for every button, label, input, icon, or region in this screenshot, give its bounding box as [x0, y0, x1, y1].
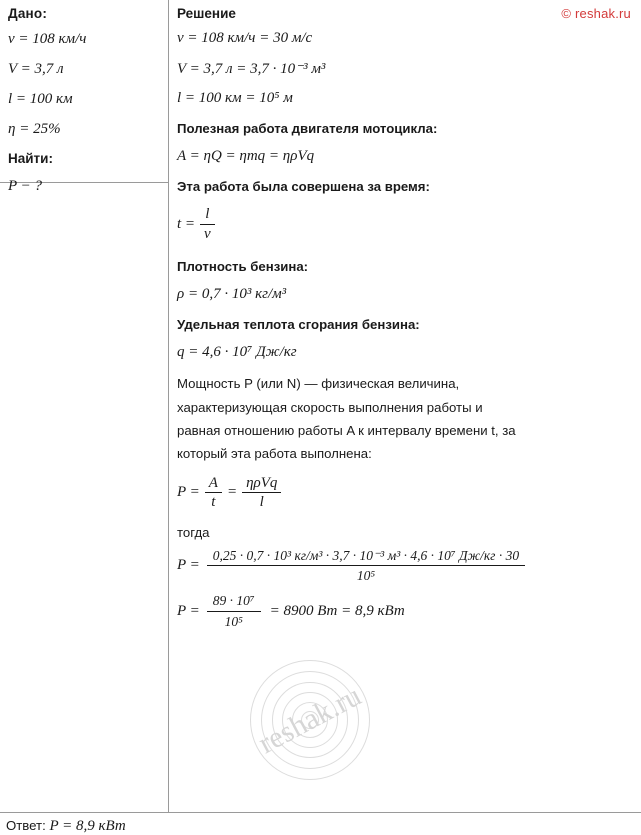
watermark-ring-6 [301, 711, 319, 729]
conversion-speed: v = 108 км/ч = 30 м/с [177, 30, 313, 46]
equation-substitution-fraction [207, 548, 525, 583]
note-specific-heat: Удельная теплота сгорания бензина: [177, 317, 420, 333]
watermark-ring-1 [250, 660, 370, 780]
equation-power-den-1: t [211, 494, 216, 511]
note-time: Эта работа была совершена за время: [177, 179, 430, 195]
equation-result-rhs: = 8900 Вт = 8,9 кВт [269, 602, 405, 619]
equation-substitution [177, 548, 641, 583]
conversion-distance: l = 100 км = 10⁵ м [177, 90, 293, 106]
conversion-volume: V = 3,7 л = 3,7 · 10⁻³ м³ [177, 61, 326, 77]
given-line-distance: l = 100 км [8, 91, 73, 107]
equation-time-denominator: v [204, 226, 211, 243]
definition-line-1: Мощность P (или N) — физическая величина, [177, 376, 460, 392]
watermark-center-text: reshak.ru [253, 678, 367, 761]
given-title: Дано: [8, 6, 48, 21]
solution-panel [177, 0, 641, 639]
answer-line [6, 818, 126, 835]
watermark-ring-4 [282, 692, 338, 748]
equation-result-numerator: 89 · 10⁷ [207, 593, 261, 611]
equation-time-lhs: t = [177, 216, 196, 233]
equation-substitution-lhs: P = [177, 557, 200, 574]
watermark-ring-3 [272, 682, 348, 758]
equation-power-fraction-2 [242, 475, 281, 512]
note-useful-work: Полезная работа двигателя мотоцикла: [177, 121, 438, 136]
equation-power-equals: = [226, 484, 238, 501]
solution-heading: Решение [177, 6, 236, 21]
equation-power-lhs: P = [177, 484, 200, 501]
watermark-top-right: © reshak.ru [561, 6, 631, 21]
answer-value: P = 8,9 кВт [49, 818, 126, 834]
equation-result-fraction [207, 593, 261, 628]
definition-line-4: который эта работа выполнена: [177, 446, 372, 462]
find-line-power: P − ? [8, 178, 43, 194]
equation-time [177, 206, 641, 243]
given-panel [0, 0, 168, 812]
equation-substitution-denominator: 10⁵ [356, 568, 376, 584]
equation-result-denominator: 10⁵ [224, 613, 243, 629]
equation-time-fraction [200, 206, 215, 243]
note-density: Плотность бензина: [177, 258, 309, 274]
equation-power-num-1: A [205, 475, 222, 494]
find-title: Найти: [8, 151, 53, 166]
given-line-efficiency: η = 25% [8, 121, 61, 137]
answer-label: Ответ: [6, 818, 46, 833]
bottom-divider [0, 812, 641, 813]
watermark-ring-5 [292, 702, 328, 738]
equation-power-num-2: ηρVq [242, 475, 281, 494]
equation-density: ρ = 0,7 · 10³ кг/м³ [177, 286, 287, 303]
watermark-ring-2 [261, 671, 359, 769]
vertical-divider [168, 0, 169, 812]
equation-substitution-numerator: 0,25 · 0,7 · 10³ кг/м³ · 3,7 · 10⁻³ м³ · 4,6 · 10⁷ Дж/кг · 30 [207, 548, 525, 566]
equation-result [177, 593, 641, 628]
given-line-volume: V = 3,7 л [8, 61, 64, 77]
then-label: тогда [177, 525, 210, 541]
equation-power [177, 475, 641, 512]
given-line-speed: v = 108 км/ч [8, 31, 87, 47]
equation-useful-work: A = ηQ = ηmq = ηρVq [177, 148, 315, 165]
equation-power-den-2: l [259, 494, 264, 511]
equation-result-lhs: P = [177, 602, 200, 619]
watermark-center [160, 650, 460, 790]
definition-line-3: равная отношению работы A к интервалу времени t, за [177, 422, 516, 438]
definition-line-2: характеризующая скорость выполнения работы и [177, 399, 483, 415]
equation-specific-heat: q = 4,6 · 10⁷ Дж/кг [177, 344, 297, 361]
equation-power-fraction-1 [205, 475, 222, 512]
equation-time-numerator: l [200, 206, 215, 225]
